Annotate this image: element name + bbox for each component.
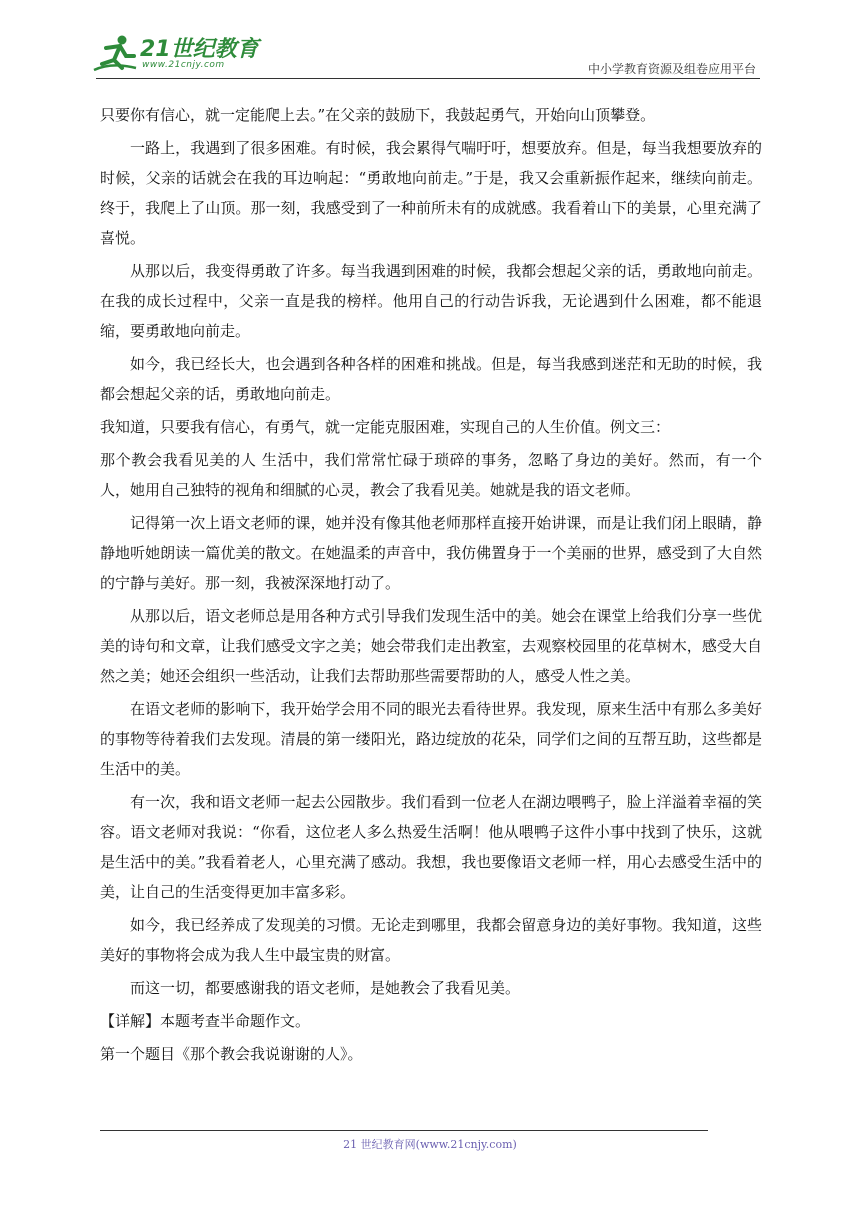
paragraph: 那个教会我看见美的人 生活中，我们常常忙碌于琐碎的事务，忽略了身边的美好。然而，有一个人，她用自己独特的视角和细腻的心灵，教会了我看见美。她就是我的语文老师。 (100, 451, 762, 499)
paragraph: 而这一切，都要感谢我的语文老师，是她教会了我看见美。 (130, 979, 521, 997)
paragraph: 在语文老师的影响下，我开始学会用不同的眼光去看待世界。我发现，原来生活中有那么多美好的事物等待着我们去发现。清晨的第一缕阳光，路边绽放的花朵，同学们之间的互帮互助，这些都是生活中的美。 (100, 700, 762, 778)
article-body (100, 100, 762, 1072)
logo-url: www.21cnjy.com (142, 60, 225, 70)
header-divider (96, 78, 760, 79)
paragraph: 如今，我已经长大，也会遇到各种各样的困难和挑战。但是，每当我感到迷茫和无助的时候，我都会想起父亲的话，勇敢地向前走。 (100, 355, 762, 403)
paragraph: 第一个题目《那个教会我说谢谢的人》。 (100, 1045, 363, 1063)
runner-icon (92, 34, 138, 74)
paragraph: 从那以后，我变得勇敢了许多。每当我遇到困难的时候，我都会想起父亲的话，勇敢地向前走。在我的成长过程中，父亲一直是我的榜样。他用自己的行动告诉我，无论遇到什么困难，都不能退缩，要勇敢地向前走。 (100, 262, 762, 340)
paragraph: 有一次，我和语文老师一起去公园散步。我们看到一位老人在湖边喂鸭子，脸上洋溢着幸福的笑容。语文老师对我说：“你看，这位老人多么热爱生活啊！他从喂鸭子这件小事中找到了快乐，这就是生活中的美。”我看着老人，心里充满了感动。我想，我也要像语文老师一样，用心去感受生活中的美，让自己的生活变得更加丰富多彩。 (100, 793, 762, 901)
paragraph: 只要你有信心，就一定能爬上去。”在父亲的鼓励下，我鼓起勇气，开始向山顶攀登。 (100, 106, 656, 124)
page-header (0, 0, 860, 80)
paragraph: 如今，我已经养成了发现美的习惯。无论走到哪里，我都会留意身边的美好事物。我知道，这些美好的事物将会成为我人生中最宝贵的财富。 (100, 916, 762, 964)
paragraph: 一路上，我遇到了很多困难。有时候，我会累得气喘吁吁，想要放弃。但是，每当我想要放弃的时候，父亲的话就会在我的耳边响起：“勇敢地向前走。”于是，我又会重新振作起来，继续向前走。终于，我爬上了山顶。那一刻，我感受到了一种前所未有的成就感。我看着山下的美景，心里充满了喜悦。 (100, 139, 762, 247)
site-logo (92, 34, 262, 78)
paragraph: 我知道，只要我有信心，有勇气，就一定能克服困难，实现自己的人生价值。例文三： (100, 418, 671, 436)
paragraph: 从那以后，语文老师总是用各种方式引导我们发现生活中的美。她会在课堂上给我们分享一些优美的诗句和文章，让我们感受文字之美；她会带我们走出教室，去观察校园里的花草树木，感受大自然之美；她还会组织一些活动，让我们去帮助那些需要帮助的人，感受人性之美。 (100, 607, 762, 685)
platform-name: 中小学教育资源及组卷应用平台 (587, 62, 756, 76)
paragraph: 【详解】本题考查半命题作文。 (100, 1012, 311, 1030)
footer-divider (100, 1130, 708, 1131)
logo-title: 21世纪教育 (140, 37, 259, 62)
page-footer: 21 世纪教育网(www.21cnjy.com) (343, 1138, 517, 1151)
paragraph: 记得第一次上语文老师的课，她并没有像其他老师那样直接开始讲课，而是让我们闭上眼睛，静静地听她朗读一篇优美的散文。在她温柔的声音中，我仿佛置身于一个美丽的世界，感受到了大自然的宁静与美好。那一刻，我被深深地打动了。 (100, 514, 762, 592)
